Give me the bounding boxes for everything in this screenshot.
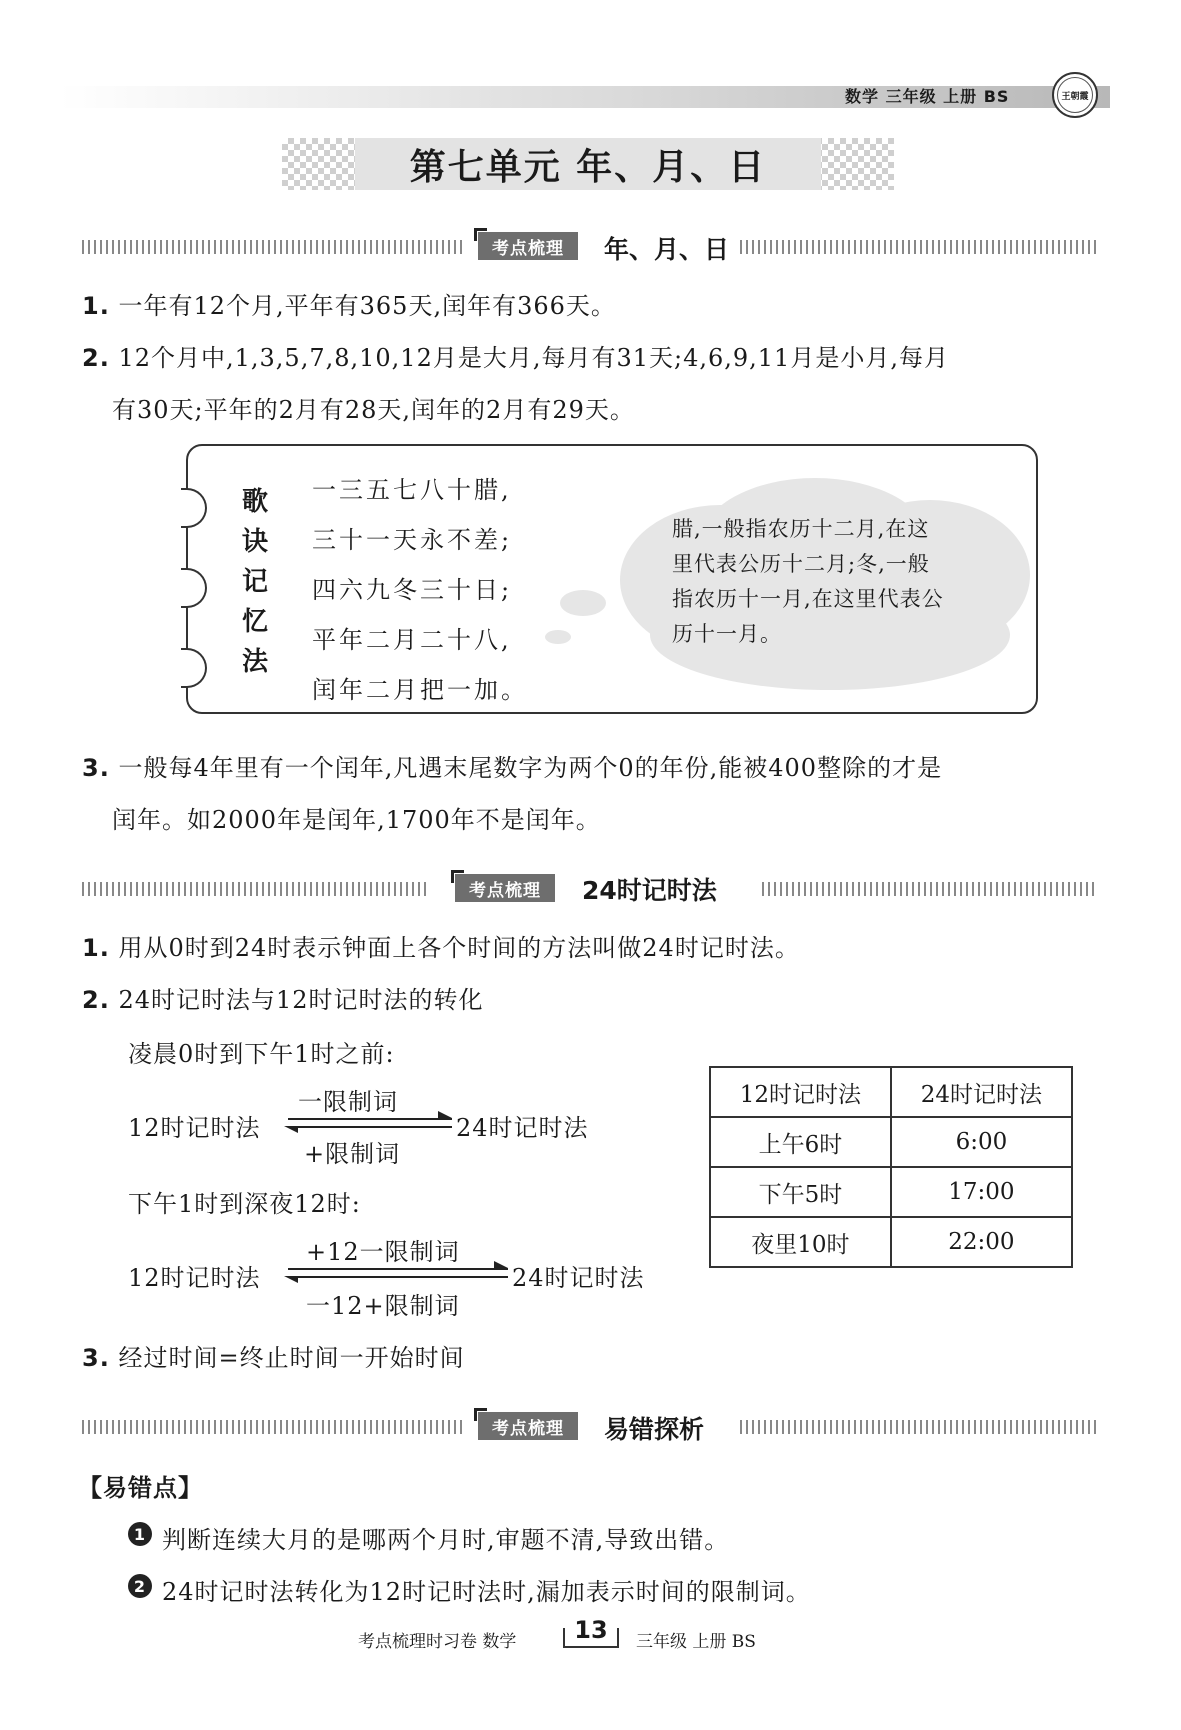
case-label: 下午1时到深夜12时: xyxy=(128,1190,361,1218)
header-text: 数学 三年级 上册 BS xyxy=(845,87,1010,106)
footer-right: 三年级 上册 BS xyxy=(636,1632,756,1652)
section-rule-left xyxy=(82,882,427,896)
item-text: 12个月中,1,3,5,7,8,10,12月是大月,每月有31天;4,6,9,11月是小月,每月 xyxy=(118,344,949,372)
item-text: 24时记时法与12时记时法的转化 xyxy=(118,986,484,1014)
label-char: 歌 xyxy=(241,487,268,517)
arrow-top-label: 一限制词 xyxy=(298,1088,398,1116)
section-title: 易错探析 xyxy=(604,1415,705,1444)
arrowhead-right xyxy=(494,1261,508,1268)
label-char: 法 xyxy=(241,647,268,677)
mistake-point xyxy=(128,1572,811,1607)
conversion-right: 24时记时法 xyxy=(456,1114,589,1142)
section-tag: 考点梳理 xyxy=(478,1412,578,1440)
cloud-line: 历十一月。 xyxy=(672,622,782,646)
publisher-seal xyxy=(1052,72,1098,118)
conversion-left: 12时记时法 xyxy=(128,1264,261,1292)
arrow-left xyxy=(288,1126,452,1128)
section-tag: 考点梳理 xyxy=(478,232,578,260)
item-number: 1. xyxy=(82,292,110,320)
section-tag: 考点梳理 xyxy=(455,874,555,902)
mnemonic-verse: 三十一天永不差; xyxy=(312,526,513,554)
paragraph xyxy=(82,980,484,1015)
cloud-note xyxy=(672,512,1002,652)
table-cell: 22:00 xyxy=(891,1217,1072,1267)
section-rule-left xyxy=(82,240,462,254)
cloud-puff xyxy=(545,630,571,644)
table-cell: 17:00 xyxy=(891,1167,1072,1217)
mnemonic-verse: 闰年二月把一加。 xyxy=(312,676,528,704)
marker-icon: 1 xyxy=(128,1522,152,1546)
table-header: 24时记时法 xyxy=(891,1067,1072,1117)
unit-title: 第七单元 年、月、日 xyxy=(409,146,767,188)
item-text: 经过时间=终止时间一开始时间 xyxy=(118,1344,465,1372)
point-text: 24时记时法转化为12时记时法时,漏加表示时间的限制词。 xyxy=(162,1578,811,1606)
item-text: 一般每4年里有一个闰年,凡遇末尾数字为两个0的年份,能被400整除的才是 xyxy=(118,754,943,782)
unit-title-box xyxy=(355,138,821,190)
arrow-right xyxy=(288,1268,508,1270)
arrow-bottom-label: 一12+限制词 xyxy=(306,1292,460,1320)
mnemonic-label xyxy=(240,482,270,682)
arrowhead-left xyxy=(284,1126,298,1133)
case-label: 凌晨0时到下午1时之前: xyxy=(128,1040,395,1068)
label-char: 忆 xyxy=(241,607,268,637)
section-rule-right xyxy=(762,882,1098,896)
section-title: 年、月、日 xyxy=(604,235,730,264)
arrowhead-right xyxy=(438,1111,452,1118)
item-number: 3. xyxy=(82,754,110,782)
section-rule-left xyxy=(82,1420,462,1434)
item-number: 2. xyxy=(82,986,110,1014)
footer-left: 考点梳理时习卷 数学 xyxy=(358,1632,517,1652)
item-text: 一年有12个月,平年有365天,闰年有366天。 xyxy=(118,292,616,320)
item-number: 3. xyxy=(82,1344,110,1372)
arrow-top-label: +12一限制词 xyxy=(306,1238,460,1266)
cloud-puff xyxy=(560,590,606,616)
paragraph xyxy=(82,928,800,963)
item-number: 2. xyxy=(82,344,110,372)
mnemonic-verse: 一三五七八十腊, xyxy=(312,476,512,504)
cloud-line: 里代表公历十二月;冬,一般 xyxy=(672,552,930,576)
item-text: 用从0时到24时表示钟面上各个时间的方法叫做24时记时法。 xyxy=(118,934,800,962)
section-rule-right xyxy=(740,1420,1098,1434)
mistake-point xyxy=(128,1520,729,1555)
seal-text: 王朝霞 xyxy=(1057,77,1093,113)
table-cell: 下午5时 xyxy=(710,1167,891,1217)
paragraph xyxy=(82,338,949,373)
table-header-row xyxy=(710,1067,1072,1117)
paragraph xyxy=(82,1338,465,1373)
label-char: 记 xyxy=(241,567,268,597)
page-number: 13 xyxy=(563,1616,619,1648)
table-row xyxy=(710,1217,1072,1267)
conversion-table xyxy=(709,1066,1073,1268)
table-cell: 上午6时 xyxy=(710,1117,891,1167)
section-title: 24时记时法 xyxy=(582,876,717,905)
cloud-line: 指农历十一月,在这里代表公 xyxy=(672,587,944,611)
paragraph xyxy=(82,748,942,783)
item-number: 1. xyxy=(82,934,110,962)
table-cell: 6:00 xyxy=(891,1117,1072,1167)
mnemonic-verse: 平年二月二十八, xyxy=(312,626,512,654)
paragraph xyxy=(82,286,616,321)
mistake-label: 【易错点】 xyxy=(78,1474,203,1502)
section-rule-right xyxy=(740,240,1098,254)
mnemonic-verse: 四六九冬三十日; xyxy=(312,576,513,604)
table-cell: 夜里10时 xyxy=(710,1217,891,1267)
arrow-right xyxy=(288,1118,452,1120)
conversion-right: 24时记时法 xyxy=(512,1264,645,1292)
marker-icon: 2 xyxy=(128,1574,152,1598)
table-row xyxy=(710,1167,1072,1217)
paragraph-continuation: 有30天;平年的2月有28天,闰年的2月有29天。 xyxy=(112,396,635,424)
arrow-left xyxy=(288,1276,508,1278)
cloud-line: 腊,一般指农历十二月,在这 xyxy=(672,517,930,541)
point-text: 判断连续大月的是哪两个月时,审题不清,导致出错。 xyxy=(162,1526,730,1554)
paragraph-continuation: 闰年。如2000年是闰年,1700年不是闰年。 xyxy=(112,806,601,834)
arrow-bottom-label: +限制词 xyxy=(304,1140,401,1168)
conversion-left: 12时记时法 xyxy=(128,1114,261,1142)
arrowhead-left xyxy=(284,1276,298,1283)
table-header: 12时记时法 xyxy=(710,1067,891,1117)
label-char: 诀 xyxy=(241,527,268,557)
table-row xyxy=(710,1117,1072,1167)
